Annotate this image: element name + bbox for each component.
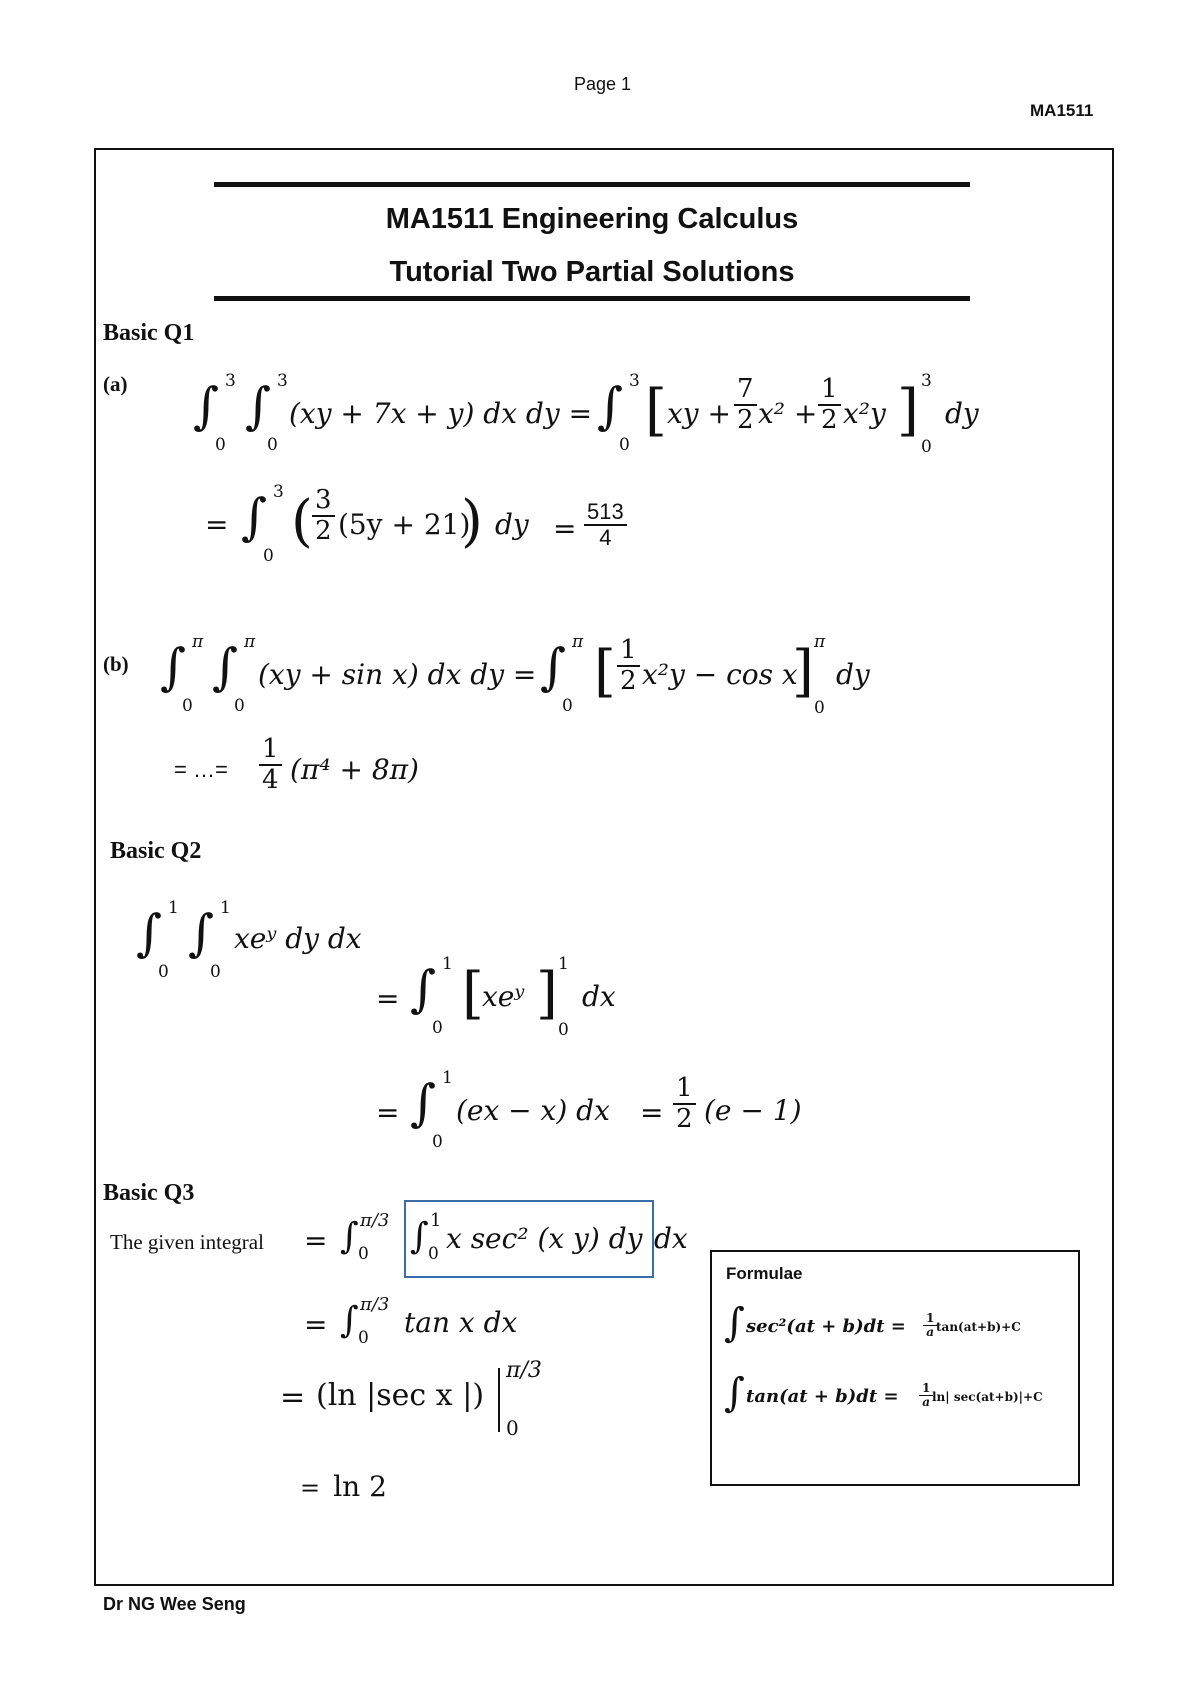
- frac-den: a: [926, 1325, 935, 1340]
- formula-tan-left: tan(at + b)dt =: [746, 1386, 899, 1407]
- equals-sign: =: [640, 1096, 664, 1129]
- right-bracket: ]: [897, 378, 919, 443]
- q1b-label: (b): [103, 652, 129, 676]
- lower-limit: 0: [432, 1018, 443, 1038]
- integral-sign: ∫: [160, 638, 187, 696]
- fraction-1-2: [818, 375, 841, 434]
- q3-line3-expr: (ln |sec x |): [316, 1378, 485, 1413]
- q2-heading: Basic Q2: [110, 838, 202, 864]
- equals-sign: =: [304, 1224, 328, 1257]
- lower-limit: 0: [358, 1328, 369, 1348]
- lower-limit: 0: [267, 435, 278, 455]
- lower-limit: 0: [263, 546, 274, 566]
- equals-sign: =: [280, 1380, 306, 1415]
- title-rule-top: [214, 182, 970, 187]
- q1a-bracket-expr: xy +: [667, 397, 731, 430]
- q1b-dy: dy: [836, 658, 870, 691]
- result-den: 4: [599, 525, 612, 551]
- left-bracket: [: [645, 378, 667, 443]
- q1b-line2-expr: (π⁴ + 8π): [290, 753, 419, 786]
- upper-limit: 3: [273, 482, 284, 502]
- equals-sign: =: [205, 508, 229, 541]
- integral-sign: ∫: [340, 1300, 359, 1341]
- q1a-result: [584, 500, 627, 550]
- frac-den: 2: [821, 404, 838, 435]
- q1b-integrand: (xy + sin x) dx dy =: [258, 658, 537, 691]
- q3-heading: Basic Q3: [103, 1180, 195, 1206]
- eval-upper: 3: [921, 371, 932, 391]
- q1a-label: (a): [103, 372, 128, 396]
- integral-sign: ∫: [724, 1370, 745, 1416]
- q3-dx: dx: [654, 1222, 688, 1255]
- upper-limit: 3: [225, 371, 236, 391]
- footer-author: Dr NG Wee Seng: [103, 1594, 246, 1614]
- right-paren: ): [461, 489, 483, 554]
- fraction-1-4: [259, 735, 282, 794]
- frac-num: 1: [259, 735, 282, 766]
- integral-sign: ∫: [212, 638, 239, 696]
- eval-upper: π: [814, 632, 826, 652]
- right-bracket: ]: [536, 961, 558, 1026]
- integral-sign: ∫: [410, 1216, 429, 1257]
- eval-lower: 0: [921, 437, 932, 457]
- frac-den: 2: [620, 665, 637, 696]
- formula-tan-right: ln| sec(at+b)|+C: [932, 1390, 1043, 1404]
- q1a-x2plus: x² +: [758, 397, 818, 430]
- outer-upper-limit: π/3: [360, 1294, 390, 1315]
- equals-sign: =: [376, 1096, 400, 1129]
- title-rule-bottom: [214, 296, 970, 301]
- integral-sign: ∫: [410, 960, 437, 1018]
- lower-limit: 0: [234, 696, 245, 716]
- fraction-1-2: [617, 636, 640, 695]
- lower-limit: 0: [562, 696, 573, 716]
- q1a-line2-expr: (5y + 21): [338, 508, 471, 541]
- q2-bracket-expr: xeʸ: [482, 980, 525, 1013]
- formula-sec2-left: sec²(at + b)dt =: [746, 1316, 906, 1337]
- fraction-1-2: [673, 1074, 696, 1133]
- q3-boxed-expr: x sec² (x y) dy: [446, 1222, 643, 1255]
- equals-sign: =: [304, 1308, 328, 1341]
- eval-upper: 1: [558, 954, 569, 974]
- integral-sign: ∫: [540, 638, 567, 696]
- page-number: Page 1: [574, 74, 632, 94]
- fraction-7-2: [734, 375, 757, 434]
- q3-result-value: ln 2: [333, 1470, 387, 1503]
- q1a-line2-dy: dy: [495, 508, 529, 541]
- frac-num: 7: [734, 375, 757, 406]
- upper-limit: 3: [277, 371, 288, 391]
- upper-limit: 1: [442, 1068, 453, 1088]
- upper-limit: π: [572, 632, 584, 652]
- lower-limit: 0: [158, 962, 169, 982]
- upper-limit: 1: [168, 898, 179, 918]
- result-num: 513: [584, 500, 627, 526]
- q2-dx: dx: [582, 980, 616, 1013]
- q1b-bracket-expr: x²y − cos x: [642, 658, 798, 691]
- document-title: MA1511 Engineering Calculus: [385, 203, 799, 235]
- upper-limit: 1: [442, 954, 453, 974]
- equals-sign: =: [553, 512, 577, 545]
- upper-limit: 1: [220, 898, 231, 918]
- q2-line3-expr: (ex − x) dx: [456, 1094, 610, 1127]
- lower-limit: 0: [182, 696, 193, 716]
- q3-intro: The given integral: [110, 1230, 264, 1254]
- course-code: MA1511: [1030, 101, 1094, 120]
- integral-sign: ∫: [245, 377, 272, 435]
- integral-sign: ∫: [241, 488, 268, 546]
- upper-limit: π: [192, 632, 204, 652]
- upper-limit: π: [244, 632, 256, 652]
- formulae-title: Formulae: [726, 1264, 803, 1283]
- left-paren: (: [291, 489, 313, 554]
- frac-den: 2: [676, 1103, 693, 1134]
- q3-result: [300, 1470, 387, 1503]
- frac-den: a: [922, 1395, 931, 1410]
- lower-limit: 0: [428, 1244, 439, 1264]
- integral-sign: ∫: [724, 1300, 745, 1346]
- frac-den: 2: [315, 515, 332, 546]
- q1a-x2y: x²y: [843, 397, 886, 430]
- outer-upper-limit: π/3: [360, 1210, 390, 1231]
- lower-limit: 0: [619, 435, 630, 455]
- left-bracket: [: [594, 639, 616, 704]
- q1a-integrand: (xy + 7x + y) dx dy =: [289, 397, 593, 430]
- integral-sign: ∫: [340, 1216, 359, 1257]
- integral-sign: ∫: [193, 377, 220, 435]
- q1b-line2-prefix: = …=: [174, 757, 228, 782]
- q3-line2-expr: tan x dx: [404, 1306, 518, 1339]
- equals-sign: =: [376, 982, 400, 1015]
- document-subtitle: Tutorial Two Partial Solutions: [389, 256, 795, 288]
- lower-limit: 0: [358, 1244, 369, 1264]
- eval-lower: 0: [558, 1020, 569, 1040]
- eval-upper: π/3: [506, 1358, 542, 1383]
- eval-bar: [498, 1368, 500, 1432]
- lower-limit: 0: [432, 1132, 443, 1152]
- frac-num: 1: [923, 1312, 937, 1326]
- q2-result-expr: (e − 1): [704, 1094, 802, 1127]
- q1-heading: Basic Q1: [103, 320, 195, 346]
- right-bracket: ]: [792, 639, 814, 704]
- formulae-box: [710, 1250, 1080, 1486]
- frac-num: 1: [919, 1382, 933, 1396]
- left-bracket: [: [462, 961, 484, 1026]
- integral-sign: ∫: [410, 1074, 437, 1132]
- integral-sign: ∫: [188, 904, 215, 962]
- lower-limit: 0: [210, 962, 221, 982]
- integral-sign: ∫: [136, 904, 163, 962]
- eval-lower: 0: [506, 1416, 519, 1440]
- q2-integrand: xeʸ dy dx: [234, 922, 362, 955]
- formula-sec2-right: tan(at+b)+C: [936, 1320, 1021, 1334]
- upper-limit: 3: [629, 371, 640, 391]
- frac-num: 1: [617, 636, 640, 667]
- q1a-dy: dy: [945, 397, 979, 430]
- frac-den: 4: [262, 764, 279, 795]
- lower-limit: 0: [215, 435, 226, 455]
- frac-den: 2: [737, 404, 754, 435]
- eval-lower: 0: [814, 698, 825, 718]
- fraction-3-2: [312, 486, 335, 545]
- integral-sign: ∫: [597, 377, 624, 435]
- frac-num: 1: [673, 1074, 696, 1105]
- inner-upper-limit: 1: [430, 1210, 442, 1231]
- equals-sign: =: [300, 1474, 321, 1502]
- frac-num: 3: [312, 486, 335, 517]
- frac-num: 1: [818, 375, 841, 406]
